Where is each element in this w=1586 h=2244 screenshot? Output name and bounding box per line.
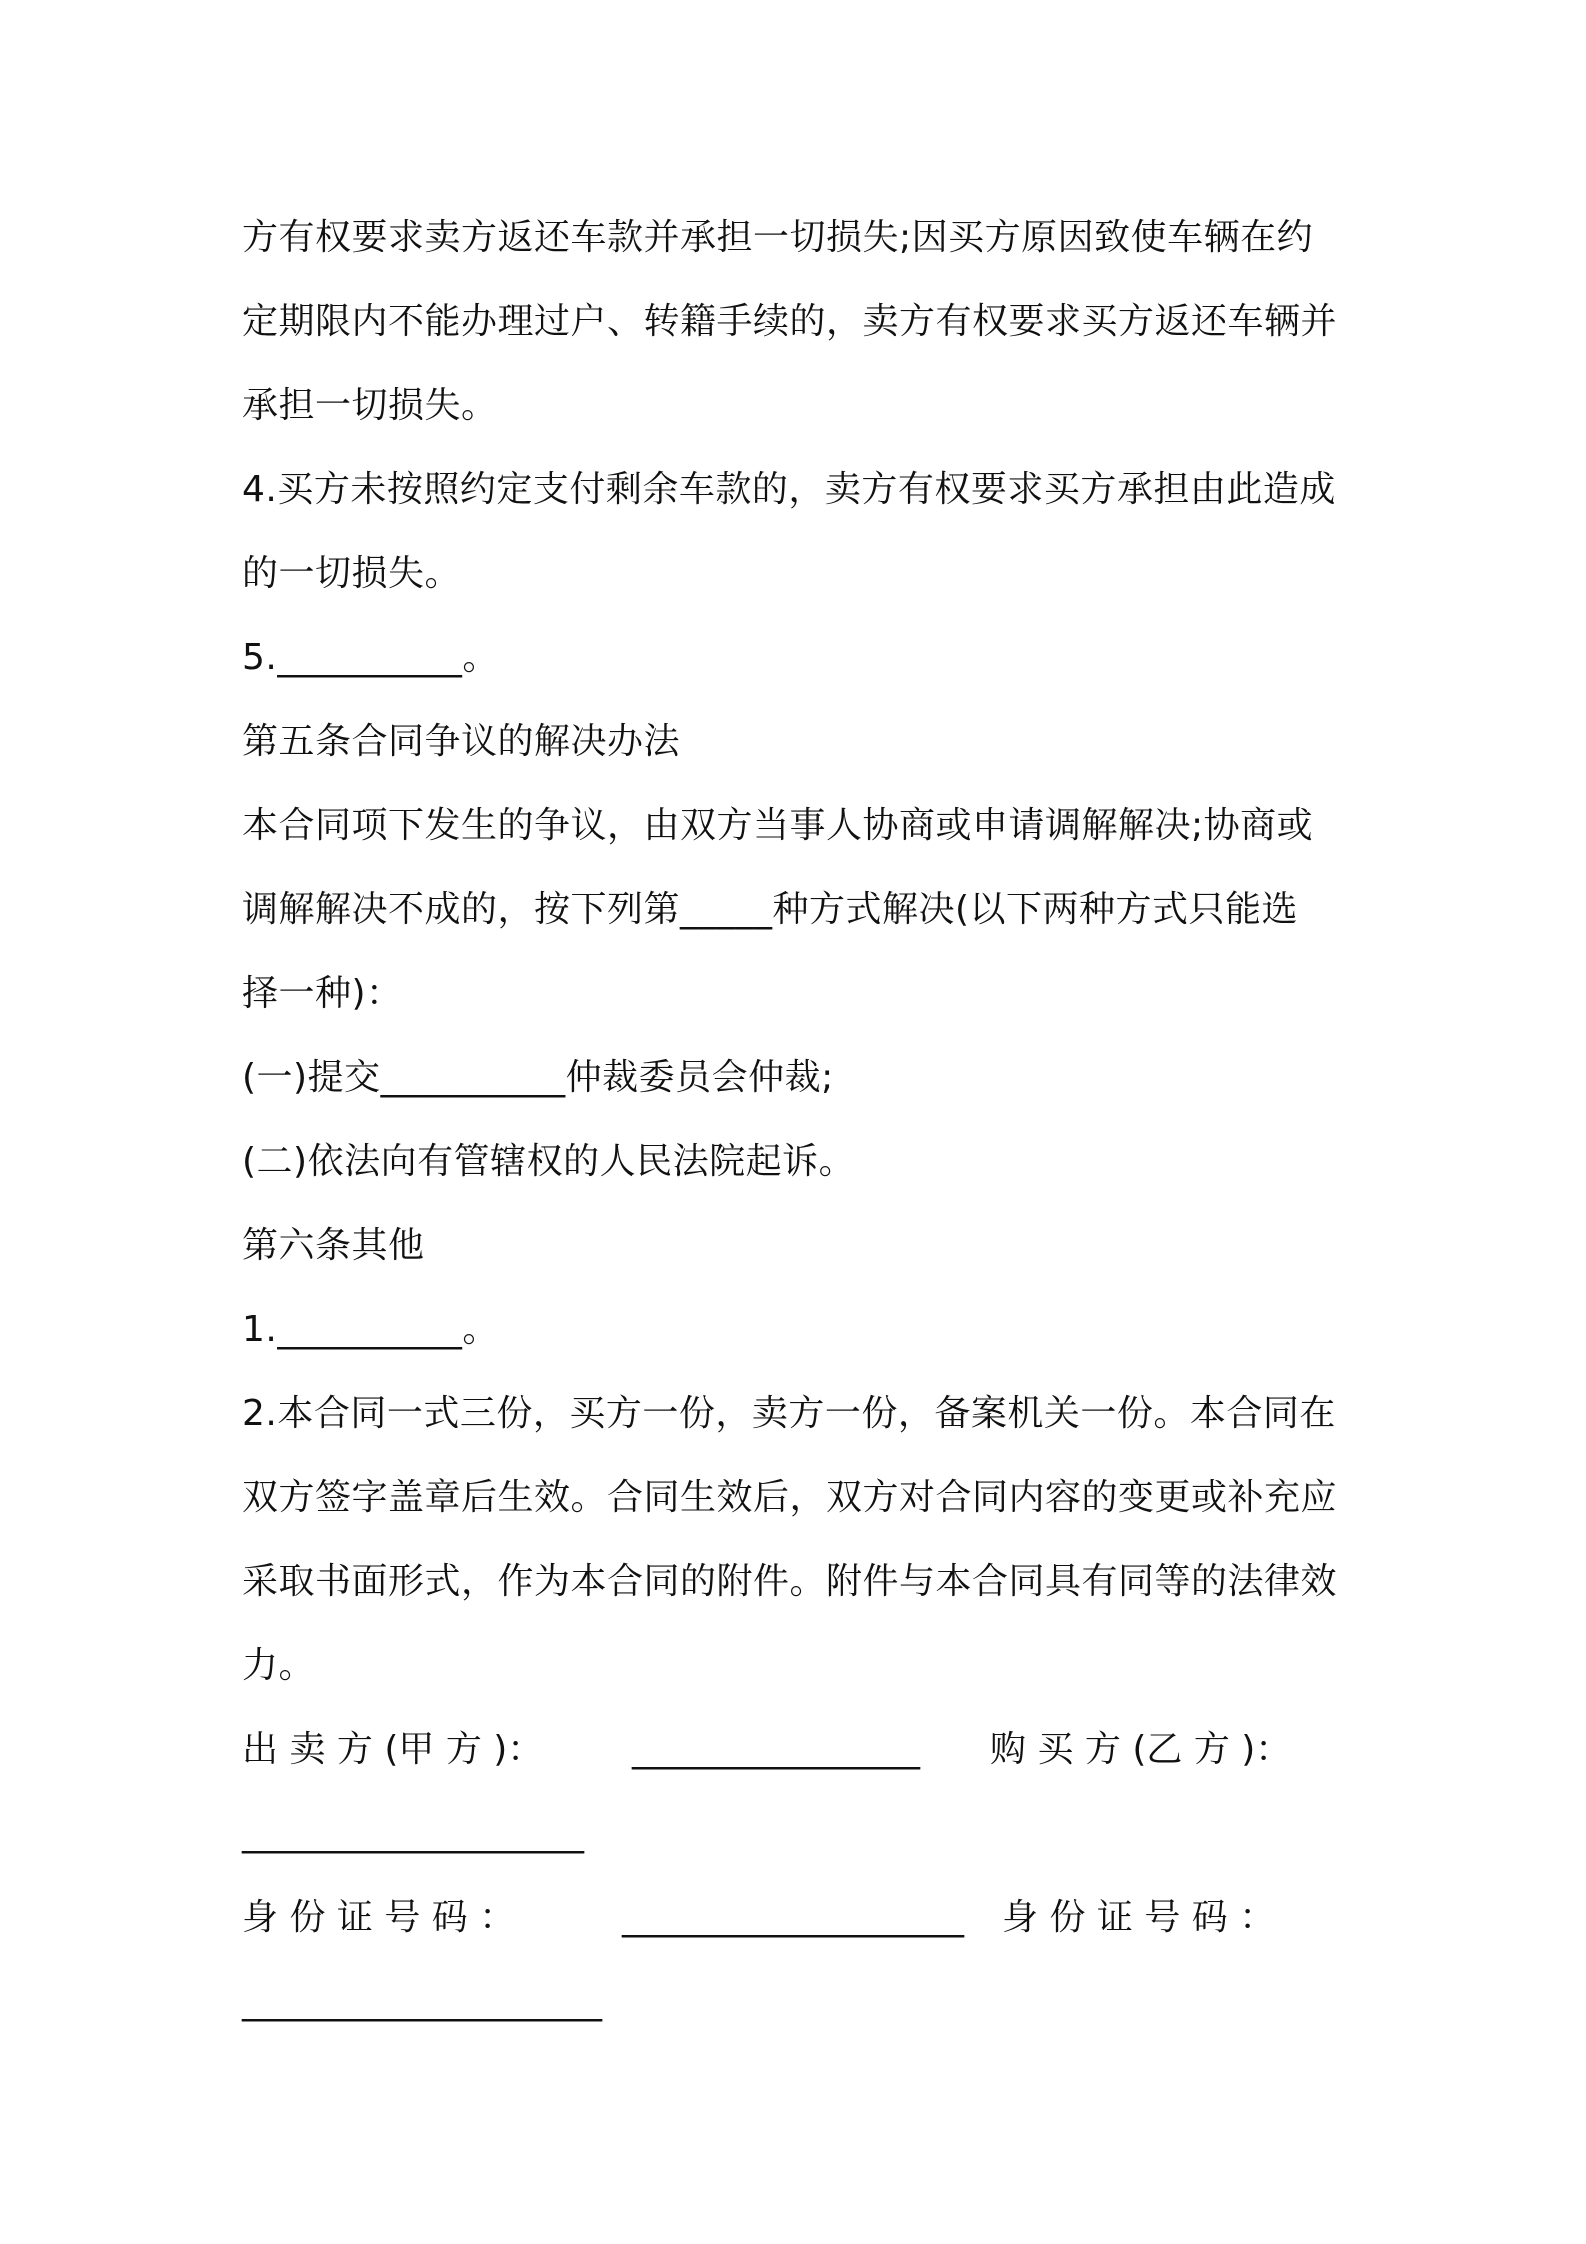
text-line: 择一种)： <box>242 973 403 1014</box>
option-item: (一)提交__________仲裁委员会仲裁; <box>242 1057 834 1098</box>
blank-clause: 5.__________。 <box>242 637 499 678</box>
text-line: 本合同项下发生的争议，由双方当事人协商或申请调解解决;协商或 <box>242 805 1314 846</box>
seller-label: 出 卖 方 (甲 方 )： <box>242 1729 544 1770</box>
buyer-id-label: 身 份 证 号 码 ： <box>1002 1897 1276 1938</box>
seller-id-blank: ___________________ <box>622 1897 964 1938</box>
document-body <box>242 196 1354 2044</box>
buyer-name-blank: ___________________ <box>242 1813 584 1854</box>
section-heading: 第五条合同争议的解决办法 <box>242 721 681 762</box>
seller-id-label: 身 份 证 号 码 ： <box>242 1897 516 1938</box>
party-signature-row <box>242 1708 1354 1792</box>
seller-name-blank: ________________ <box>632 1729 920 1770</box>
buyer-label: 购 买 方 (乙 方 )： <box>990 1729 1292 1770</box>
text-line: 力。 <box>242 1645 316 1686</box>
text-line: 双方签字盖章后生效。合同生效后，双方对合同内容的变更或补充应 <box>242 1477 1338 1518</box>
blank-clause: 1.__________。 <box>242 1309 499 1350</box>
text-line: 调解解决不成的，按下列第_____种方式解决(以下两种方式只能选 <box>242 889 1299 930</box>
section-heading: 第六条其他 <box>242 1225 425 1266</box>
text-line: 承担一切损失。 <box>242 385 498 426</box>
text-line: 的一切损失。 <box>242 553 462 594</box>
text-line: 采取书面形式，作为本合同的附件。附件与本合同具有同等的法律效 <box>242 1561 1338 1602</box>
text-line: 4.买方未按照约定支付剩余车款的，卖方有权要求买方承担由此造成 <box>242 469 1336 510</box>
id-number-row <box>242 1876 1354 1960</box>
text-line: 方有权要求卖方返还车款并承担一切损失;因买方原因致使车辆在约 <box>242 217 1314 258</box>
buyer-id-blank: ____________________ <box>242 1981 602 2022</box>
text-line: 2.本合同一式三份，买方一份，卖方一份，备案机关一份。本合同在 <box>242 1393 1336 1434</box>
option-item: (二)依法向有管辖权的人民法院起诉。 <box>242 1141 856 1182</box>
text-line: 定期限内不能办理过户、转籍手续的，卖方有权要求买方返还车辆并 <box>242 301 1338 342</box>
